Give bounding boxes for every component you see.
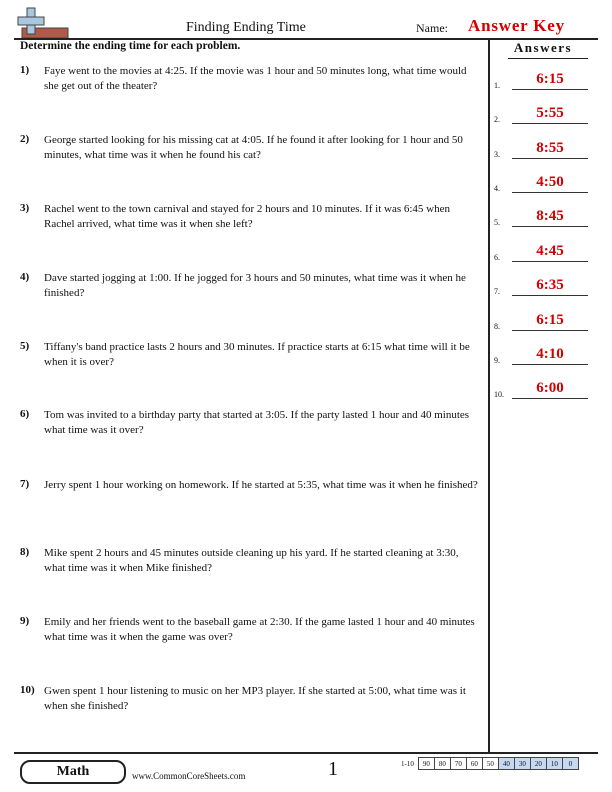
problem-number: 1) <box>20 64 30 76</box>
problem-7 <box>20 478 482 493</box>
problem-text: Gwen spent 1 hour listening to music on her MP3 player. If she started at 5:00, what time was it when she finished? <box>44 685 466 712</box>
problem-text: Tom was invited to a birthday party that started at 3:05. If the party lasted 1 hour and 40 minutes what time was it over? <box>44 409 470 436</box>
answer-number: 10. <box>494 390 504 399</box>
answer-line <box>512 330 588 331</box>
problem-number: 3) <box>20 202 30 214</box>
answer-line <box>512 192 588 193</box>
answer-value: 6:35 <box>536 277 564 293</box>
problem-5 <box>20 340 482 370</box>
answer-value: 8:55 <box>536 140 564 156</box>
name-label: Name: <box>416 21 448 35</box>
answer-9 <box>494 343 594 365</box>
problem-8 <box>20 546 482 576</box>
score-cell: 60 <box>466 758 482 770</box>
answer-line <box>512 123 588 124</box>
answer-value: 8:45 <box>536 208 564 224</box>
answer-value: 6:15 <box>536 71 564 87</box>
worksheet-title: Finding Ending Time <box>186 20 306 35</box>
answer-value: 6:00 <box>536 380 564 396</box>
answer-line <box>512 295 588 296</box>
score-cell: 70 <box>450 758 466 770</box>
answer-5 <box>494 205 594 227</box>
score-cell: 50 <box>482 758 498 770</box>
answer-number: 1. <box>494 81 500 90</box>
problem-9 <box>20 615 482 645</box>
problem-text: Emily and her friends went to the baseball game at 2:30. If the game lasted 1 hour and 40 minutes what time was it when the game was over? <box>44 616 475 643</box>
problem-number: 10) <box>20 684 35 696</box>
answer-line <box>512 226 588 227</box>
answer-value: 6:15 <box>536 312 564 328</box>
score-cell: 80 <box>434 758 450 770</box>
answer-line <box>512 89 588 90</box>
problem-number: 7) <box>20 478 30 490</box>
answer-1 <box>494 68 594 90</box>
score-table <box>399 757 579 770</box>
problem-6 <box>20 408 482 438</box>
answer-value: 5:55 <box>536 105 564 121</box>
answer-4 <box>494 171 594 193</box>
answer-number: 4. <box>494 184 500 193</box>
problem-3 <box>20 202 482 232</box>
answer-8 <box>494 309 594 331</box>
answer-number: 8. <box>494 322 500 331</box>
answer-10 <box>494 377 594 399</box>
answer-7 <box>494 274 594 296</box>
problem-number: 5) <box>20 340 30 352</box>
problem-number: 8) <box>20 546 30 558</box>
answer-number: 9. <box>494 356 500 365</box>
answer-line <box>512 158 588 159</box>
score-cell: 30 <box>514 758 530 770</box>
answer-value: 4:50 <box>536 174 564 190</box>
problem-number: 4) <box>20 271 30 283</box>
answer-key-label: Answer Key <box>468 16 565 35</box>
answer-3 <box>494 137 594 159</box>
answer-number: 6. <box>494 253 500 262</box>
answer-number: 5. <box>494 218 500 227</box>
answers-heading: Answers <box>513 40 573 55</box>
answer-value: 4:10 <box>536 346 564 362</box>
answer-column-divider <box>488 38 490 752</box>
subject-badge: Math <box>20 760 126 784</box>
answer-value: 4:45 <box>536 243 564 259</box>
plus-logo-icon <box>14 6 72 40</box>
footer-divider <box>14 752 598 754</box>
problem-number: 2) <box>20 133 30 145</box>
score-cell: 40 <box>498 758 514 770</box>
problem-number: 9) <box>20 615 30 627</box>
problem-text: George started looking for his missing cat at 4:05. If he found it after looking for 1 hour and 50 minutes, what time was it when he found his cat? <box>44 134 463 161</box>
problem-1 <box>20 64 482 94</box>
score-cell: 0 <box>562 758 578 770</box>
problem-2 <box>20 133 482 163</box>
answer-number: 3. <box>494 150 500 159</box>
answer-line <box>512 261 588 262</box>
problem-4 <box>20 271 482 301</box>
answers-heading-underline <box>508 58 588 59</box>
site-url: www.CommonCoreSheets.com <box>132 771 246 781</box>
problem-text: Tiffany's band practice lasts 2 hours and 30 minutes. If practice starts at 6:15 what time will it be when it is over? <box>44 341 470 368</box>
page-number: 1 <box>328 758 338 780</box>
score-range: 1-10 <box>401 759 414 768</box>
problem-text: Mike spent 2 hours and 45 minutes outside cleaning up his yard. If he started cleaning at 3:30, what time was it when Mike finished? <box>44 547 459 574</box>
score-cell: 90 <box>418 758 434 770</box>
problem-text: Faye went to the movies at 4:25. If the movie was 1 hour and 50 minutes long, what time would she get out of the theater? <box>44 65 467 92</box>
problem-text: Jerry spent 1 hour working on homework. If he started at 5:35, what time was it when he finished? <box>44 479 478 491</box>
answer-6 <box>494 240 594 262</box>
score-cell: 10 <box>546 758 562 770</box>
problem-10 <box>20 684 482 714</box>
answer-2 <box>494 102 594 124</box>
answer-number: 2. <box>494 115 500 124</box>
score-cell: 20 <box>530 758 546 770</box>
problem-text: Rachel went to the town carnival and stayed for 2 hours and 10 minutes. If it was 6:45 when Rachel arrived, what time was it when she left? <box>44 203 450 230</box>
answer-number: 7. <box>494 287 500 296</box>
problem-text: Dave started jogging at 1:00. If he jogged for 3 hours and 50 minutes, what time was it when he finished? <box>44 272 466 299</box>
instructions: Determine the ending time for each problem. <box>20 40 241 52</box>
answer-line <box>512 364 588 365</box>
problem-number: 6) <box>20 408 30 420</box>
answer-line <box>512 398 588 399</box>
